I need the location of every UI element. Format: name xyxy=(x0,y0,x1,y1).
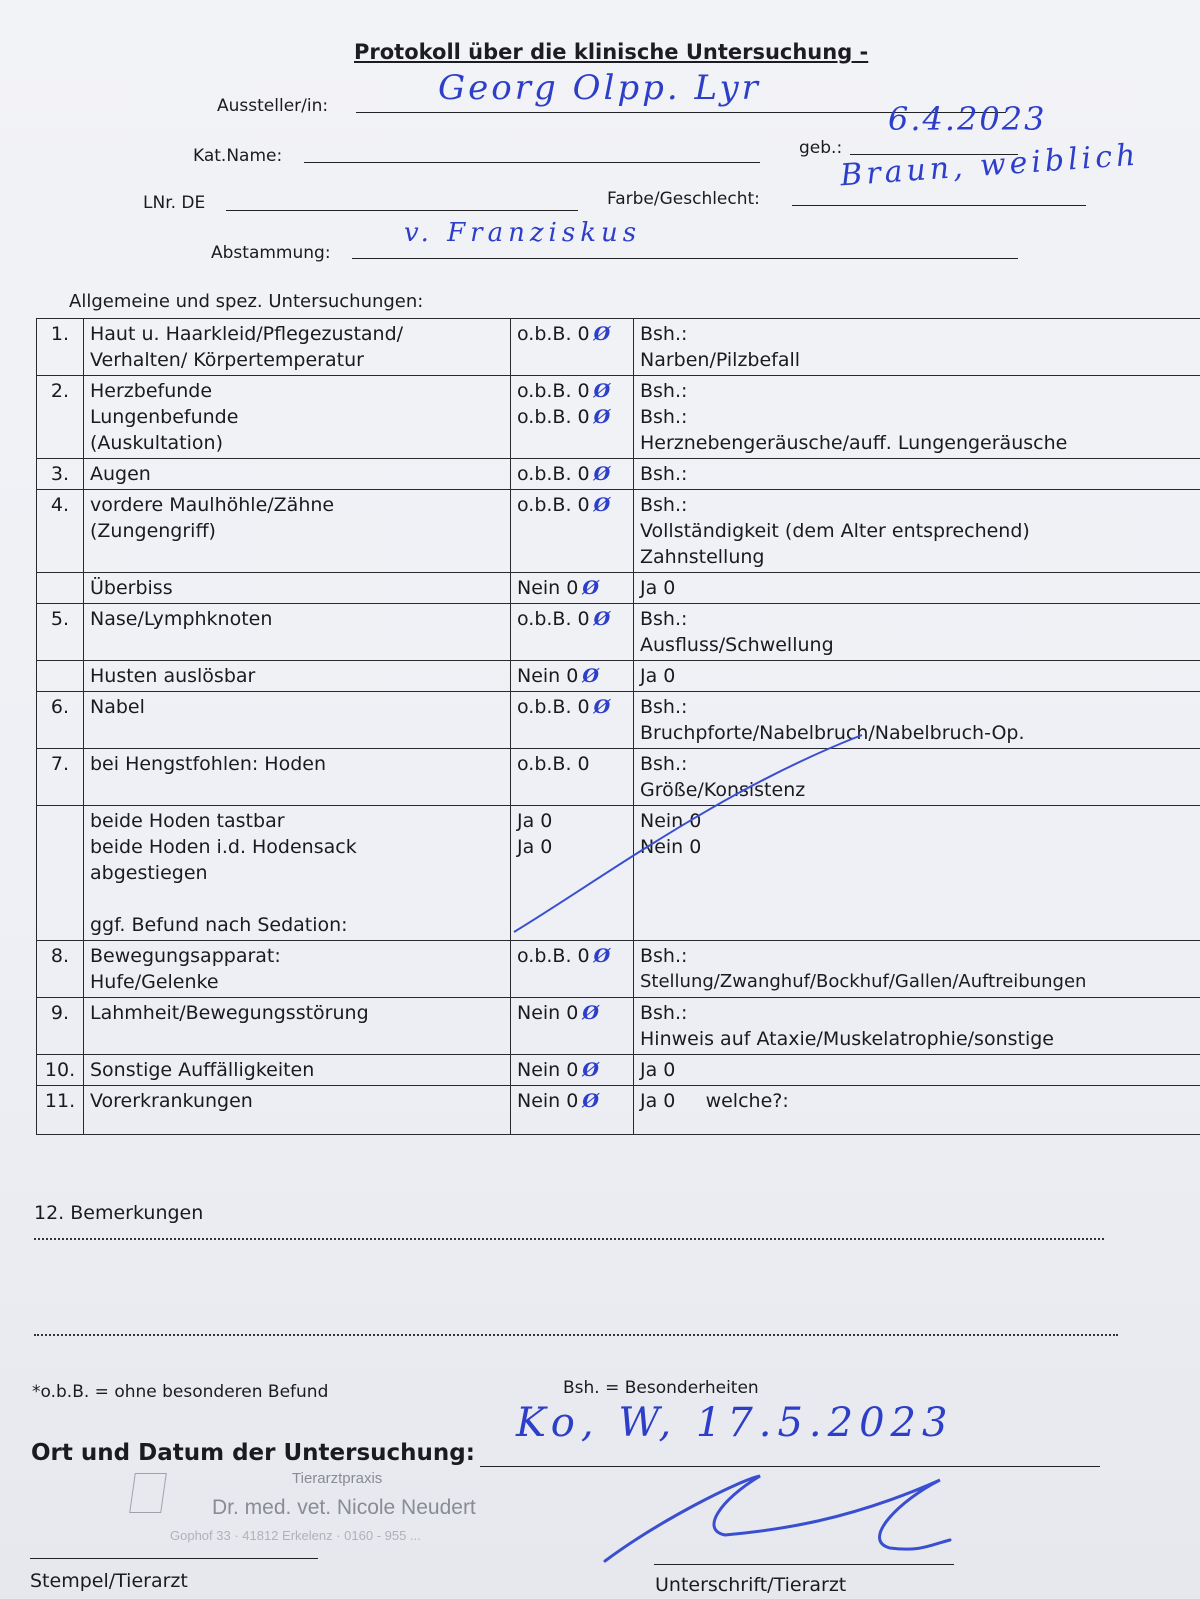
question-line: beide Hoden tastbar xyxy=(90,810,285,832)
check-mark: Ø xyxy=(593,406,611,428)
option-text: o.b.B. 0 xyxy=(517,945,590,967)
check-mark: Ø xyxy=(593,323,611,345)
row-number: 4. xyxy=(37,490,84,573)
check-mark: Ø xyxy=(593,608,611,630)
option-text: o.b.B. 0 xyxy=(517,463,590,485)
remarks-label: 12. Bemerkungen xyxy=(34,1202,204,1224)
question-line: Augen xyxy=(90,463,151,485)
option-text: Nein 0 xyxy=(517,1090,579,1112)
question-line: Bewegungsapparat: xyxy=(90,945,281,967)
bsh-line: Herznebengeräusche/auff. Lungengeräusche xyxy=(640,432,1068,454)
check-mark: Ø xyxy=(593,380,611,402)
abstammung-handwritten[interactable]: v. Franziskus xyxy=(404,218,642,248)
row-number: 6. xyxy=(37,692,84,749)
question-line: beide Hoden i.d. Hodensack xyxy=(90,836,357,858)
question-line: Hufe/Gelenke xyxy=(90,971,219,993)
bsh-line: Größe/Konsistenz xyxy=(640,779,806,801)
check-mark: Ø xyxy=(582,1059,599,1081)
bsh-line: Narben/Pilzbefall xyxy=(640,349,801,371)
option-text: o.b.B. 0 xyxy=(517,406,590,428)
check-mark: Ø xyxy=(582,1002,599,1024)
check-mark: Ø xyxy=(593,696,611,718)
check-mark: Ø xyxy=(582,1090,599,1112)
option-text: o.b.B. 0 xyxy=(517,608,590,630)
option-text: Nein 0 xyxy=(517,577,579,599)
row-number: 8. xyxy=(37,941,84,998)
bsh-line: Bsh.: xyxy=(640,406,688,428)
question-line: bei Hengstfohlen: Hoden xyxy=(90,753,327,775)
row-number: 7. xyxy=(37,749,84,806)
question-line: vordere Maulhöhle/Zähne xyxy=(90,494,335,516)
question-line: ggf. Befund nach Sedation: xyxy=(90,914,348,936)
question-line: abgestiegen xyxy=(90,862,208,884)
question-line: Sonstige Auffälligkeiten xyxy=(90,1059,315,1081)
bsh-line: Bsh.: xyxy=(640,494,688,516)
question-line: Lungenbefunde xyxy=(90,406,239,428)
geb-handwritten[interactable]: 6.4.2023 xyxy=(888,100,1047,138)
bsh-line: Bsh.: xyxy=(640,753,688,775)
bsh-line[interactable]: Nein 0 xyxy=(640,836,702,858)
row-number: 10. xyxy=(37,1055,84,1086)
bsh-line[interactable]: Ja 0 xyxy=(640,577,676,599)
row-number: 2. xyxy=(37,376,84,459)
stamp-line-1: Tierarztpraxis xyxy=(292,1470,383,1487)
bsh-line: Bsh.: xyxy=(640,945,688,967)
bsh-line: Stellung/Zwanghuf/Bockhuf/Gallen/Auftreibungen xyxy=(640,971,1087,992)
row-number: 5. xyxy=(37,604,84,661)
section-title: Allgemeine und spez. Untersuchungen: xyxy=(69,291,424,312)
legend-bsh: Bsh. = Besonderheiten xyxy=(563,1378,759,1398)
option-line[interactable]: Ja 0 xyxy=(517,810,553,832)
option-text: o.b.B. 0 xyxy=(517,696,590,718)
document-title: Protokoll über die klinische Untersuchung - xyxy=(354,40,869,64)
question-line: Lahmheit/Bewegungsstörung xyxy=(90,1002,369,1024)
unterschrift-label: Unterschrift/Tierarzt xyxy=(655,1574,847,1596)
option-line[interactable]: Ja 0 xyxy=(517,836,553,858)
katname-label: Kat.Name: xyxy=(193,146,283,166)
bsh-line: Bsh.: xyxy=(640,1002,688,1024)
bsh-line[interactable]: Ja 0 xyxy=(640,1059,676,1081)
aussteller-handwritten[interactable]: Georg Olpp. Lyr xyxy=(438,68,761,108)
bsh-line: Zahnstellung xyxy=(640,546,765,568)
option-text: o.b.B. 0 xyxy=(517,380,590,402)
option-text: Nein 0 xyxy=(517,1059,579,1081)
stamp-line-2: Dr. med. vet. Nicole Neudert xyxy=(212,1496,476,1519)
option-text: o.b.B. 0 xyxy=(517,323,590,345)
ort-datum-label: Ort und Datum der Untersuchung: xyxy=(31,1440,475,1466)
check-mark: Ø xyxy=(582,665,599,687)
bsh-line[interactable]: Ja 0 xyxy=(640,665,676,687)
question-line: Überbiss xyxy=(90,577,173,599)
question-line: Herzbefunde xyxy=(90,380,213,402)
signature-stroke xyxy=(605,1476,950,1561)
stamp-line-3: Gophof 33 · 41812 Erkelenz · 0160 - 955 ... xyxy=(170,1528,421,1543)
stempel-label: Stempel/Tierarzt xyxy=(30,1570,188,1592)
question-line: (Auskultation) xyxy=(90,432,223,454)
bsh-line[interactable]: Nein 0 xyxy=(640,810,702,832)
option-text: Nein 0 xyxy=(517,1002,579,1024)
abstammung-label: Abstammung: xyxy=(211,243,331,263)
row-number: 3. xyxy=(37,459,84,490)
bsh-line: Vollständigkeit (dem Alter entsprechend) xyxy=(640,520,1030,542)
check-mark: Ø xyxy=(593,494,611,516)
question-line: Nabel xyxy=(90,696,145,718)
question-line: Haut u. Haarkleid/Pflegezustand/ xyxy=(90,323,404,345)
bsh-line: Hinweis auf Ataxie/Muskelatrophie/sonstige xyxy=(640,1028,1054,1050)
legend-obb: *o.b.B. = ohne besonderen Befund xyxy=(32,1382,329,1402)
check-mark: Ø xyxy=(582,577,599,599)
question-line: (Zungengriff) xyxy=(90,520,216,542)
bsh-line[interactable]: Ja 0 welche?: xyxy=(640,1090,789,1112)
question-line: Nase/Lymphknoten xyxy=(90,608,273,630)
check-mark: Ø xyxy=(593,463,611,485)
bsh-line: Bruchpforte/Nabelbruch/Nabelbruch-Op. xyxy=(640,722,1025,744)
bsh-line: Bsh.: xyxy=(640,463,688,485)
aussteller-label: Aussteller/in: xyxy=(217,96,329,116)
bsh-line: Bsh.: xyxy=(640,608,688,630)
row-number: 1. xyxy=(37,319,84,376)
row-number: 11. xyxy=(37,1086,84,1135)
farbe-label: Farbe/Geschlecht: xyxy=(607,189,760,209)
option-text: o.b.B. 0 xyxy=(517,494,590,516)
row-number: 9. xyxy=(37,998,84,1055)
question-line: Husten auslösbar xyxy=(90,665,256,687)
bsh-line: Bsh.: xyxy=(640,323,688,345)
option-line[interactable]: o.b.B. 0 xyxy=(517,753,590,775)
bsh-line: Ausfluss/Schwellung xyxy=(640,634,834,656)
option-text: Nein 0 xyxy=(517,665,579,687)
question-line: Vorerkrankungen xyxy=(90,1090,253,1112)
bsh-line: Bsh.: xyxy=(640,380,688,402)
farbe-handwritten[interactable]: Braun, weiblich xyxy=(839,137,1141,194)
question-line: Verhalten/ Körpertemperatur xyxy=(90,349,364,371)
strike-through-stroke xyxy=(514,735,862,932)
lnr-label: LNr. DE xyxy=(143,193,206,213)
bsh-line: Bsh.: xyxy=(640,696,688,718)
ort-datum-handwritten[interactable]: Ko, W, 17.5.2023 xyxy=(516,1400,954,1446)
geb-label: geb.: xyxy=(799,138,843,158)
check-mark: Ø xyxy=(593,945,611,967)
